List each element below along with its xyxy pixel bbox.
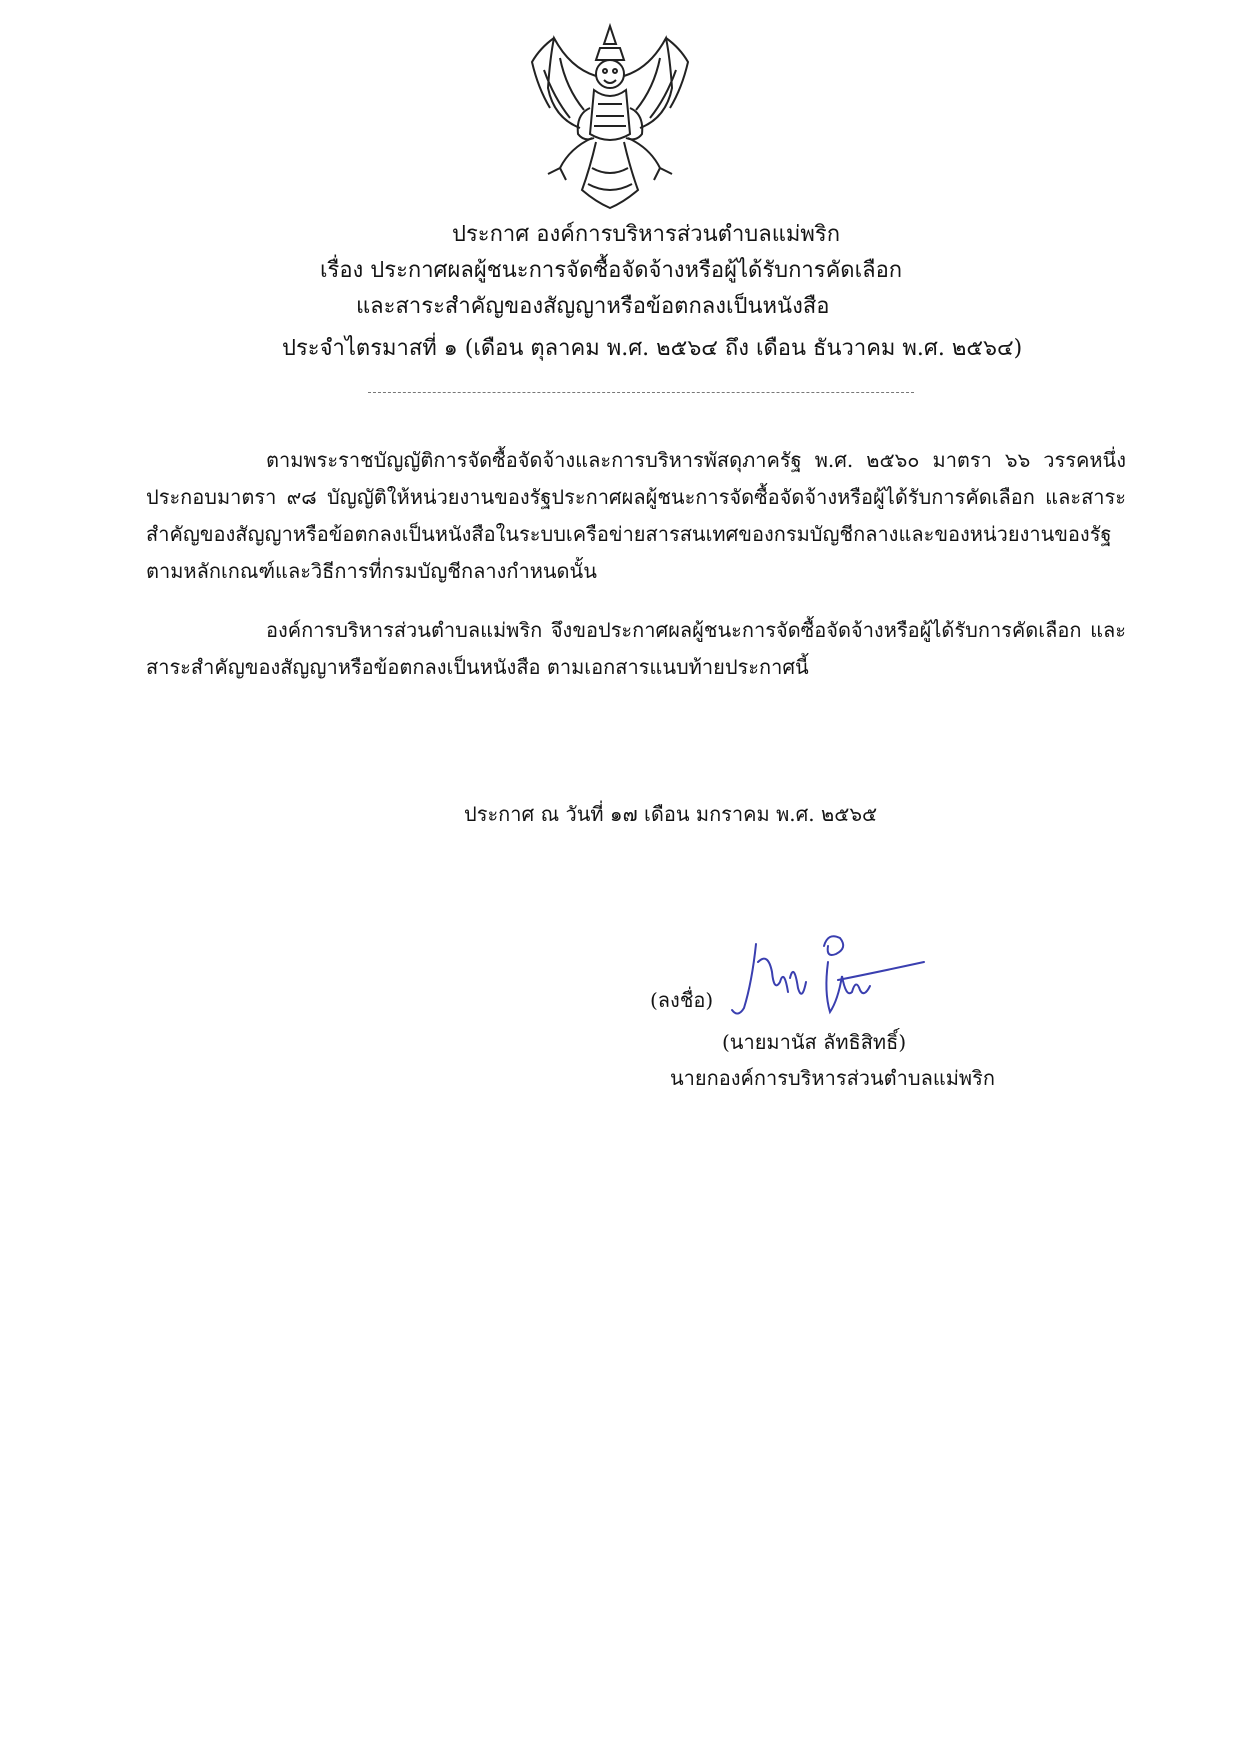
garuda-emblem-icon [520,18,700,218]
body-paragraph-2: องค์การบริหารส่วนตำบลแม่พริก จึงขอประกาศผลผู้ชนะการจัดซื้อจัดจ้างหรือผู้ได้รับการคัดเลือก และสาระสำคัญของสัญญาหรือข้อตกลงเป็นหนังสือ ตามเอกสารแนบท้ายประกาศนี้ [146,618,1126,679]
subject-line-2: และสาระสำคัญของสัญญาหรือข้อตกลงเป็นหนังสือ [356,294,830,319]
signed-label: (ลงชื่อ) [650,988,714,1012]
announcement-title: ประกาศ องค์การบริหารส่วนตำบลแม่พริก [452,222,841,247]
quarter-period-line: ประจำไตรมาสที่ ๑ (เดือน ตุลาคม พ.ศ. ๒๕๖๔ ถึง เดือน ธันวาคม พ.ศ. ๒๕๖๔) [282,336,1023,361]
signer-name: (นายมานัส ลัทธิสิทธิ์) [722,1030,907,1054]
handwritten-signature [728,922,928,1032]
header-divider [368,392,914,393]
body-paragraph-1: ตามพระราชบัญญัติการจัดซื้อจัดจ้างและการบริหารพัสดุภาครัฐ พ.ศ. ๒๕๖๐ มาตรา ๖๖ วรรคหนึ่ง ประกอบมาตรา ๙๘ บัญญัติให้หน่วยงานของรัฐประกาศผลผู้ชนะการจัดซื้อจัดจ้างหรือผู้ได้รับการคัดเลือก และสาระสำคัญของสัญญาหรือข้อตกลงเป็นหนังสือในระบบเครือข่ายสารสนเทศของกรมบัญชีกลางและของหน่วยงานของรัฐตามหลักเกณฑ์และวิธีการที่กรมบัญชีกลางกำหนดนั้น [146,448,1126,583]
subject-line: เรื่อง ประกาศผลผู้ชนะการจัดซื้อจัดจ้างหรือผู้ได้รับการคัดเลือก [320,258,903,283]
announce-date: ประกาศ ณ วันที่ ๑๗ เดือน มกราคม พ.ศ. ๒๕๖๕ [464,802,878,826]
signer-position: นายกองค์การบริหารส่วนตำบลแม่พริก [670,1066,995,1090]
